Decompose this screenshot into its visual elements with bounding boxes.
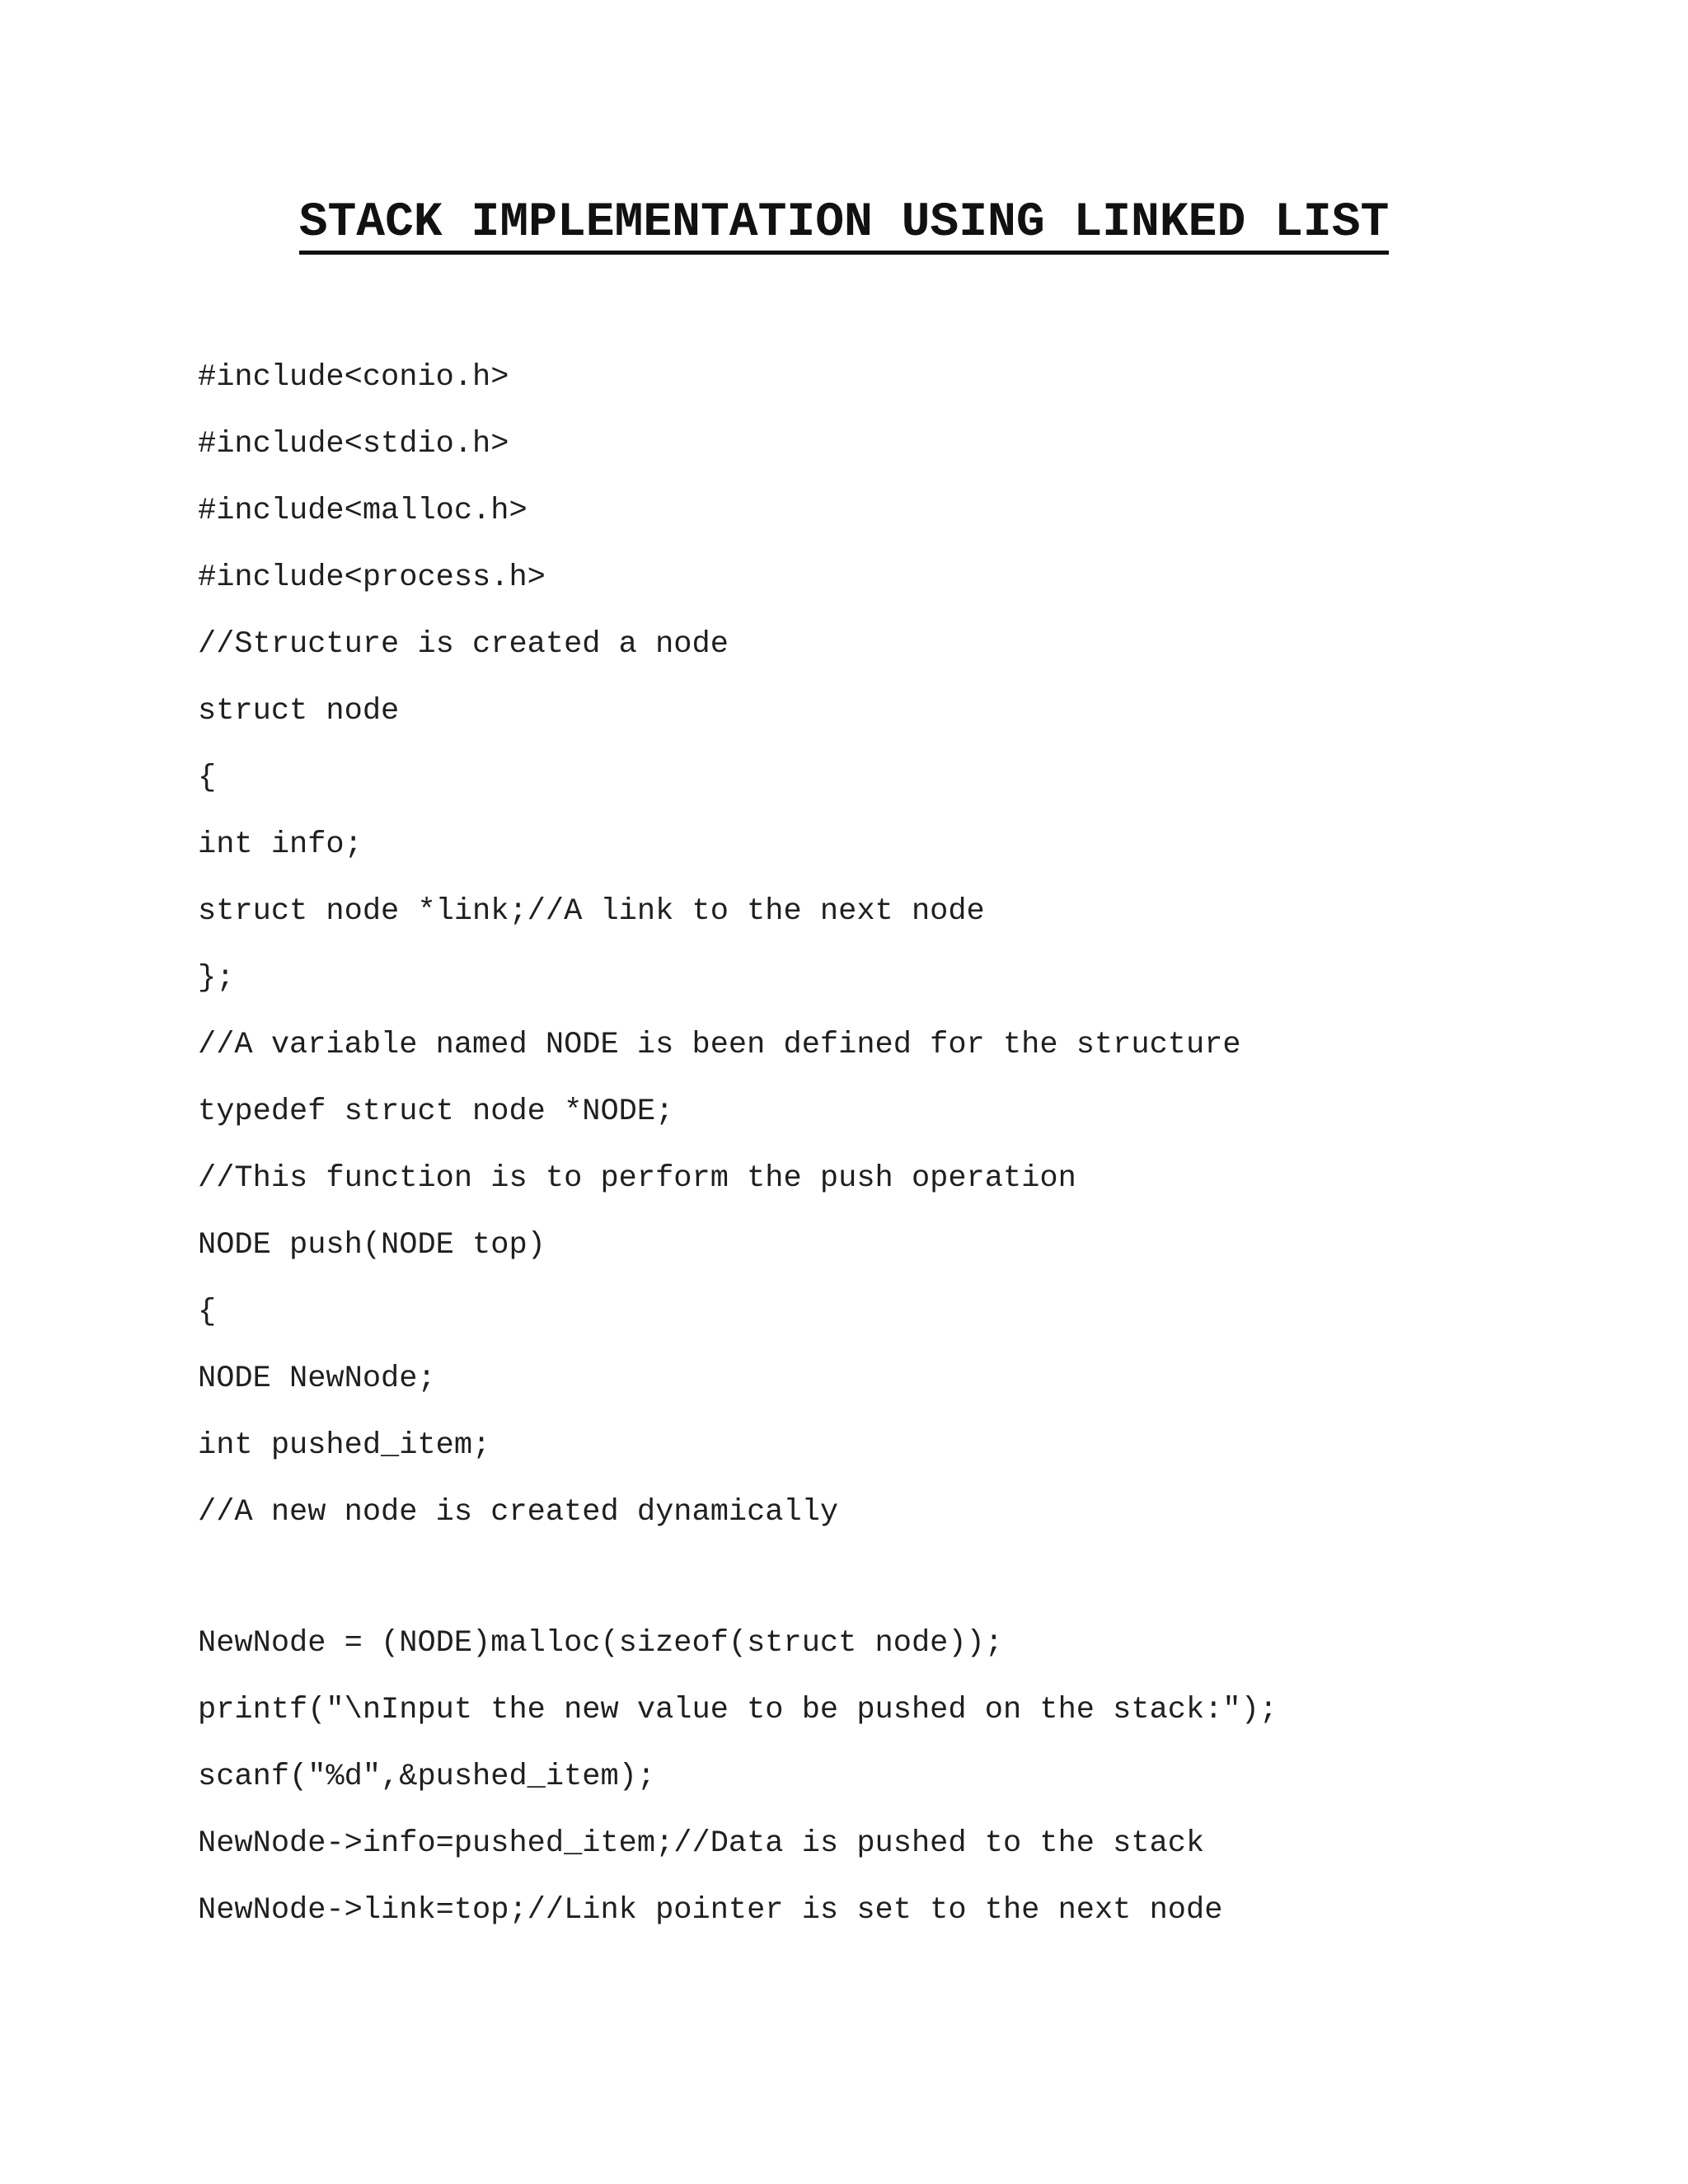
code-line: NODE push(NODE top) — [198, 1228, 546, 1263]
code-line: scanf("%d",&pushed_item); — [198, 1760, 656, 1794]
document-title-text: STACK IMPLEMENTATION USING LINKED LIST — [299, 196, 1390, 255]
code-line: //A new node is created dynamically — [198, 1495, 839, 1530]
code-line: int pushed_item; — [198, 1428, 491, 1463]
code-line: //Structure is created a node — [198, 627, 729, 662]
code-line: int info; — [198, 827, 363, 862]
code-line: typedef struct node *NODE; — [198, 1094, 674, 1129]
code-line: NewNode->info=pushed_item;//Data is pushed to the stack — [198, 1826, 1205, 1861]
code-line: #include<conio.h> — [198, 360, 509, 395]
code-line: struct node *link;//A link to the next node — [198, 894, 985, 929]
code-line: { — [198, 1295, 217, 1329]
code-line: }; — [198, 961, 235, 996]
code-line: struct node — [198, 694, 400, 729]
code-line: #include<process.h> — [198, 560, 546, 595]
code-line: printf("\nInput the new value to be pushed on the stack:"); — [198, 1693, 1278, 1727]
document-title — [0, 188, 1688, 259]
code-line: NODE NewNode; — [198, 1361, 436, 1396]
code-line: NewNode = (NODE)malloc(sizeof(struct node)); — [198, 1626, 1003, 1661]
code-line: //This function is to perform the push operation — [198, 1161, 1076, 1196]
code-line: //A variable named NODE is been defined for the structure — [198, 1028, 1241, 1062]
code-line — [198, 1546, 1278, 1610]
code-line: NewNode->link=top;//Link pointer is set to the next node — [198, 1893, 1223, 1928]
code-line: { — [198, 761, 217, 795]
code-line: #include<malloc.h> — [198, 494, 528, 528]
code-line: #include<stdio.h> — [198, 427, 509, 462]
code-block — [198, 344, 1278, 1944]
